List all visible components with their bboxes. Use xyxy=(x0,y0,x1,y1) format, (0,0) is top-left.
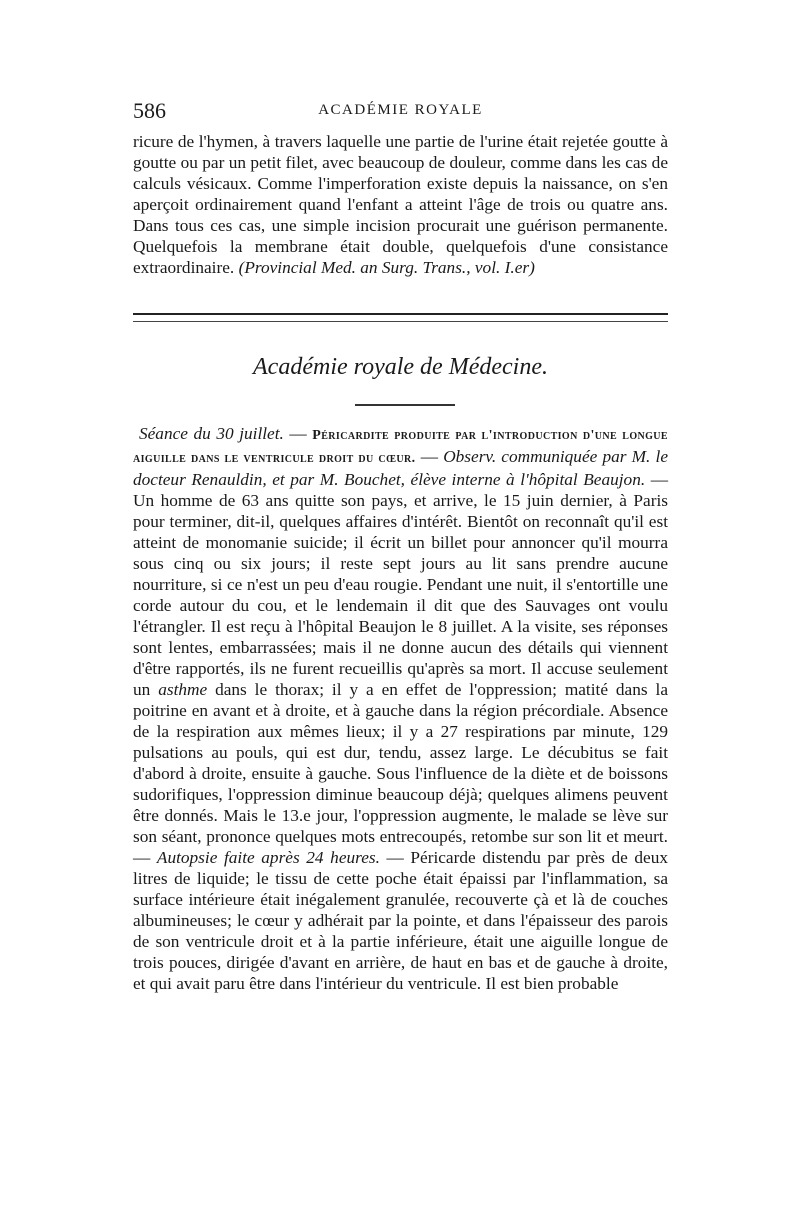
first-paragraph xyxy=(133,131,668,278)
citation: (Provincial Med. an Surg. Trans., vol. I.er) xyxy=(238,258,535,277)
body-text: — Péricarde distendu par près de deux litres de liquide; le tissu de cette poche était épaissi par l'inflammation, sa surface intérieure était inégalement granulée, recouverte çà et là de couches albumineuses; le cœur y adhérait par la pointe, et dans l'épaisseur des parois de son ventricule droit et à la partie inférieure, était une aiguille longue de trois pouces, dirigée d'avant en arrière, de haut en bas et de gauche à droite, et qui avait paru être dans l'intérieur du ventricule. Il est bien probable xyxy=(133,848,669,993)
first-paragraph-text: ricure de l'hymen, à travers laquelle une partie de l'urine était rejetée goutte à goutte ou par un petit filet, avec beaucoup de douleur, comme dans les cas de calculs vésicaux. Comme l'imperforation existe depuis la naissance, on s'en aperçoit ordinairement quand l'enfant a atteint l'âge de trois ou quatre ans. Dans tous ces cas, une simple incision procurait une guérison permanente. Quelquefois la membrane était double, quelquefois d'une consistance extraordinaire. xyxy=(133,132,668,277)
body-text: dans le thorax; il y a en effet de l'oppression; matité dans la poitrine en avant et à droite, et à gauche dans la région précordiale. Absence de la respiration aux mêmes lieux; il y a 27 respirations par minute, 129 pulsations au pouls, qui est dur, tendu, assez large. Le décubitus se fait d'abord à droite, ensuite à gauche. Sous l'influence de la diète et de boissons sudorifiques, l'oppression diminue beaucoup déjà; quelques alimens peuvent être donnés. Mais le 13.e jour, l'oppression augmente, le malade se lève sur son séant, prononce quelques mots entrecoupés, retombe sur son lit et meurt. — xyxy=(133,680,668,867)
autopsie-heading: Autopsie faite après 24 heures. xyxy=(156,848,380,867)
dash: — xyxy=(283,424,313,443)
seance-date: Séance du 30 juillet. xyxy=(139,424,284,443)
second-paragraph xyxy=(133,423,668,994)
section-title: Académie royale de Médecine. xyxy=(253,354,548,380)
page-header xyxy=(133,98,668,128)
observation-credit: Observ. communiquée par M. le docteur Renauldin, et par M. Bouchet, élève interne à l'hôpital Beaujon. xyxy=(133,447,668,489)
page-number: 586 xyxy=(133,98,166,123)
running-title: ACADÉMIE ROYALE xyxy=(318,102,483,118)
article-heading: Péricardite produite par l'introduction d'une longue aiguille dans le ventricule droit du cœur. xyxy=(133,428,668,466)
short-rule-divider xyxy=(355,404,455,406)
asthme-term: asthme xyxy=(158,680,208,699)
body-text: — Un homme de 63 ans quitte son pays, et arrive, le 15 juin dernier, à Paris pour terminer, dit-il, quelques affaires d'intérêt. Bientôt on reconnaît qu'il est atteint de monomanie suicide; il écrit un billet pour annoncer qu'il mourra sous cinq ou six jours; il reste sept jours au lit sans prendre aucune nourriture, si ce n'est un peu d'eau rougie. Pendant une nuit, il s'entortille une corde autour du cou, et le lendemain il dit que des Sauvages ont voulu l'étrangler. Il est reçu à l'hôpital Beaujon le 8 juillet. A la visite, ses réponses sont lentes, embarrassées; mais il ne donne aucun des détails qui viennent d'être rapportés, ils ne furent recueillis qu'après sa mort. Il accuse seulement un xyxy=(133,470,668,699)
double-rule-divider xyxy=(133,313,668,322)
dash: — xyxy=(415,447,444,466)
